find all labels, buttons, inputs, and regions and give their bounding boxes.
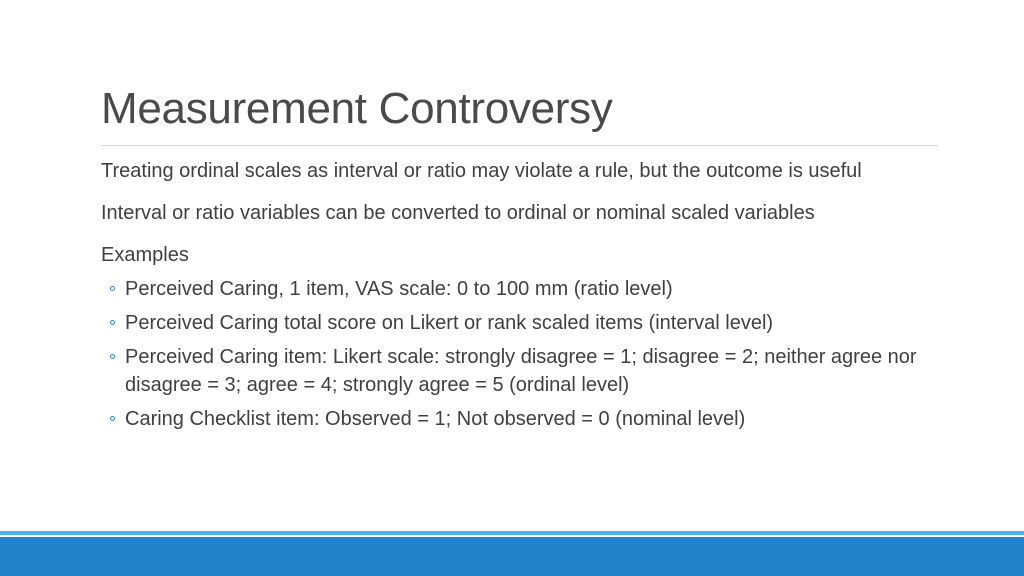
- list-item: [101, 343, 936, 399]
- example-text: Perceived Caring, 1 item, VAS scale: 0 to 100 mm (ratio level): [125, 278, 673, 300]
- slide-body: [101, 157, 936, 439]
- list-item: [101, 405, 936, 433]
- paragraph-examples-heading: Examples: [101, 244, 189, 266]
- paragraph-ordinal-as-interval: Treating ordinal scales as interval or ratio may violate a rule, but the outcome is useful: [101, 160, 862, 182]
- circle-bullet-icon: [110, 320, 115, 325]
- example-text: Caring Checklist item: Observed = 1; Not observed = 0 (nominal level): [125, 408, 746, 430]
- list-item: [101, 309, 936, 337]
- footer-accent-line: [0, 531, 1024, 535]
- circle-bullet-icon: [110, 286, 115, 291]
- list-item: [101, 275, 936, 303]
- example-text: Perceived Caring total score on Likert or rank scaled items (interval level): [125, 312, 774, 334]
- slide-title: Measurement Controversy: [101, 84, 613, 133]
- paragraph-conversion: Interval or ratio variables can be converted to ordinal or nominal scaled variables: [101, 202, 815, 224]
- footer-bar: [0, 537, 1024, 576]
- circle-bullet-icon: [110, 416, 115, 421]
- examples-list: [101, 275, 936, 433]
- example-text: Perceived Caring item: Likert scale: strongly disagree = 1; disagree = 2; neither agree nor disagree = 3; agree = 4; strongly agree = 5 (ordinal level): [125, 346, 917, 396]
- title-divider: [101, 145, 938, 146]
- circle-bullet-icon: [110, 354, 115, 359]
